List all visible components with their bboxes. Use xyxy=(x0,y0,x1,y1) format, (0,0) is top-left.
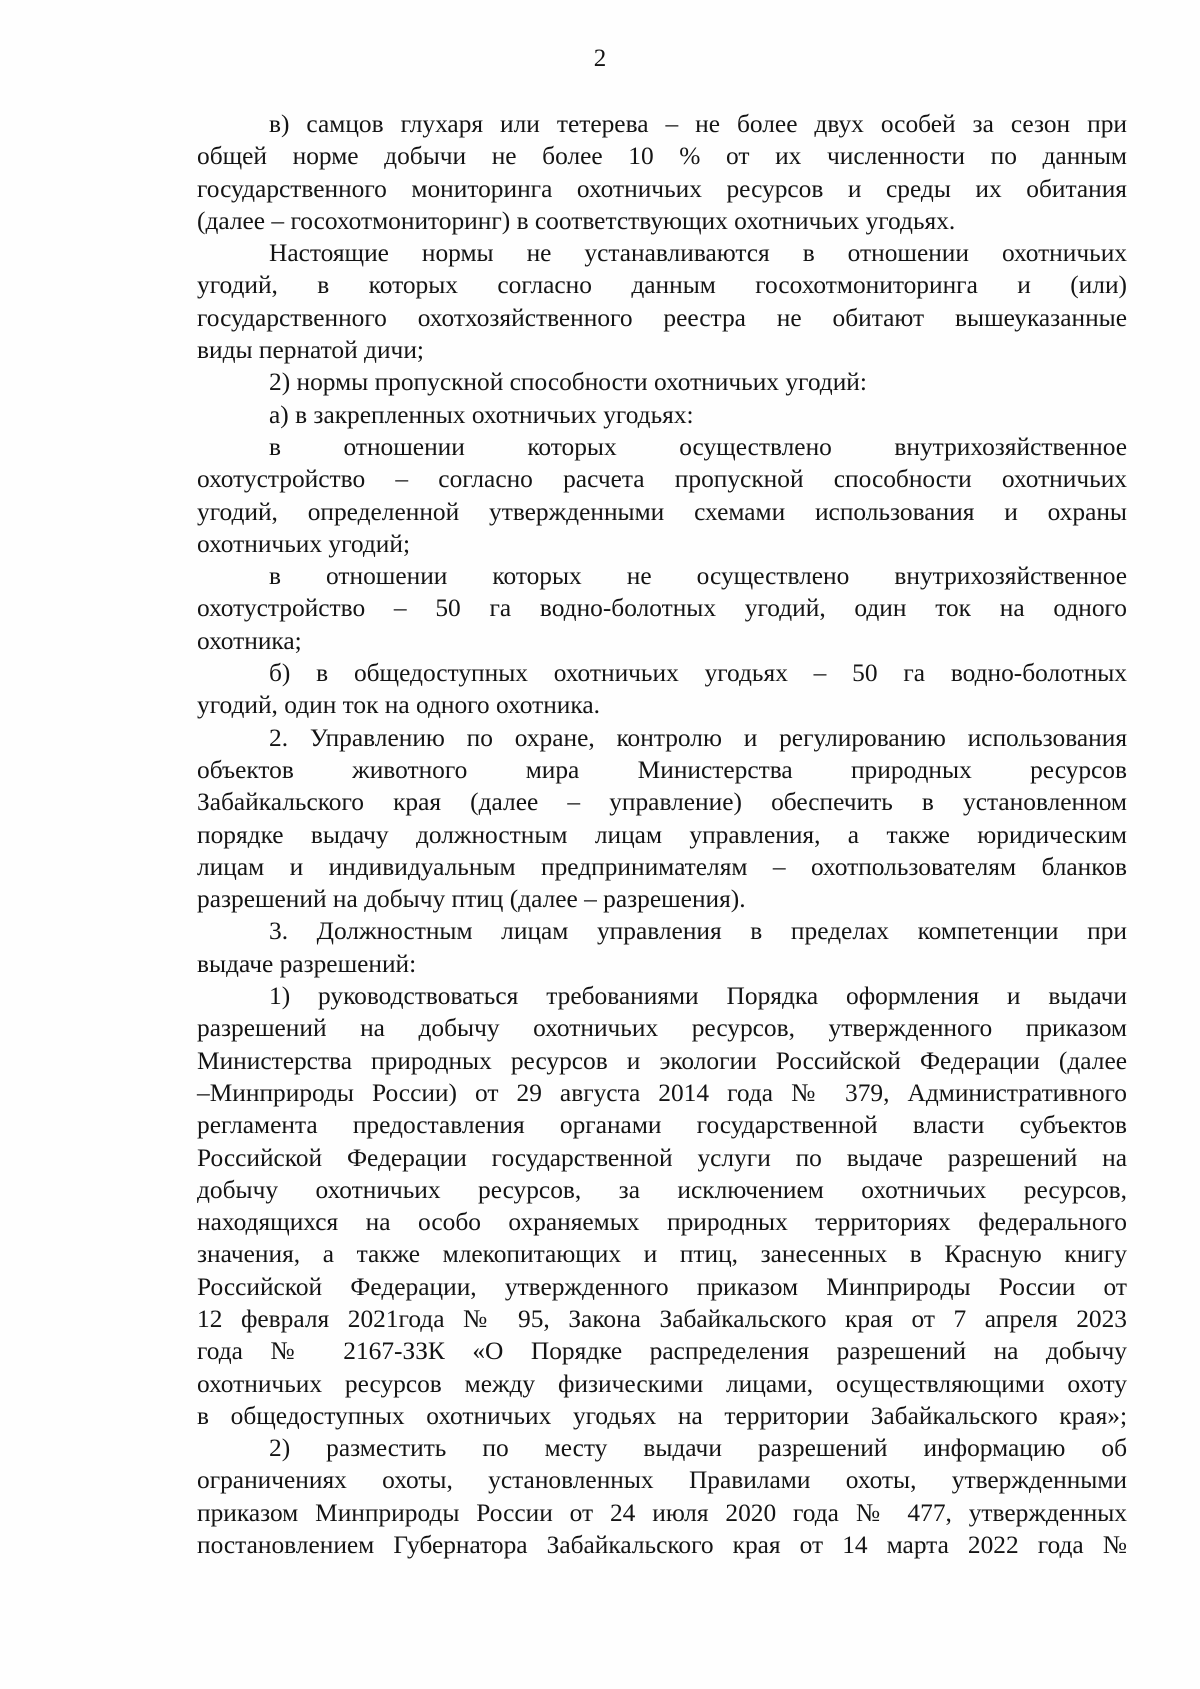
text-line: разрешений на добычу охотничьих ресурсов, утвержденного приказом xyxy=(197,1014,1127,1043)
text-line: значения, а также млекопитающих и птиц, занесенных в Красную книгу xyxy=(197,1240,1127,1269)
document-body xyxy=(197,108,1127,1561)
text-line: в) самцов глухаря или тетерева – не более двух особей за сезон при xyxy=(269,110,1127,138)
text-line: угодий, один ток на одного охотника. xyxy=(197,691,600,720)
text-line: угодий, в которых согласно данным госохотмониторинга и (или) xyxy=(197,271,1127,300)
text-line: –Минприроды России) от 29 августа 2014 года № 379, Административного xyxy=(197,1078,1127,1107)
text-line: регламента предоставления органами государственной власти субъектов xyxy=(197,1111,1127,1140)
text-line: Российской Федерации государственной услуги по выдаче разрешений на xyxy=(197,1143,1127,1172)
text-line: государственного мониторинга охотничьих ресурсов и среды их обитания xyxy=(197,174,1127,203)
text-line: а) в закрепленных охотничьих угодьях: xyxy=(269,400,694,429)
text-line: охотустройство – согласно расчета пропускной способности охотничьих xyxy=(197,465,1127,494)
text-line: в общедоступных охотничьих угодьях на территории Забайкальского края»; xyxy=(197,1401,1127,1430)
text-line: 2. Управлению по охране, контролю и регулированию использования xyxy=(269,723,1127,752)
text-line: Забайкальского края (далее – управление) обеспечить в установленном xyxy=(197,788,1127,817)
text-line: б) в общедоступных охотничьих угодьях – 50 га водно-болотных xyxy=(269,659,1127,688)
text-line: порядке выдачу должностным лицам управления, а также юридическим xyxy=(197,820,1127,849)
text-line: охотничьих ресурсов между физическими лицами, осуществляющими охоту xyxy=(197,1369,1127,1398)
text-line: 12 февраля 2021года № 95, Закона Забайкальского края от 7 апреля 2023 xyxy=(197,1304,1127,1333)
text-line: добычу охотничьих ресурсов, за исключением охотничьих ресурсов, xyxy=(197,1175,1127,1204)
text-line: общей норме добычи не более 10 % от их численности по данным xyxy=(197,142,1127,171)
page-number: 2 xyxy=(593,45,607,72)
text-line: выдаче разрешений: xyxy=(197,949,417,978)
text-line: Российской Федерации, утвержденного приказом Минприроды России от xyxy=(197,1272,1127,1301)
text-line: постановлением Губернатора Забайкальского края от 14 марта 2022 года № xyxy=(197,1531,1127,1560)
text-line: приказом Минприроды России от 24 июля 2020 года № 477, утвержденных xyxy=(197,1498,1127,1527)
text-line: 1) руководствоваться требованиями Порядка оформления и выдачи xyxy=(269,982,1127,1011)
text-line: государственного охотхозяйственного реестра не обитают вышеуказанные xyxy=(197,303,1127,332)
text-line: виды пернатой дичи; xyxy=(197,336,424,365)
text-line: объектов животного мира Министерства природных ресурсов xyxy=(197,755,1127,784)
text-line: охотничьих угодий; xyxy=(197,529,410,558)
text-line: охотустройство – 50 га водно-болотных угодий, один ток на одного xyxy=(197,594,1127,623)
text-line: (далее – госохотмониторинг) в соответствующих охотничьих угодьях. xyxy=(197,206,956,235)
text-line: охотника; xyxy=(197,626,302,655)
text-line: лицам и индивидуальным предпринимателям – охотпользователям бланков xyxy=(197,852,1127,881)
text-line: 2) нормы пропускной способности охотничьих угодий: xyxy=(269,368,867,397)
text-line: 2) разместить по месту выдачи разрешений информацию об xyxy=(269,1434,1127,1463)
text-line: находящихся на особо охраняемых природных территориях федерального xyxy=(197,1208,1127,1237)
text-line: в отношении которых не осуществлено внутрихозяйственное xyxy=(269,562,1127,591)
text-line: угодий, определенной утвержденными схемами использования и охраны xyxy=(197,497,1127,526)
text-line: в отношении которых осуществлено внутрихозяйственное xyxy=(269,432,1127,461)
text-line: ограничениях охоты, установленных Правилами охоты, утвержденными xyxy=(197,1466,1127,1495)
text-line: 3. Должностным лицам управления в пределах компетенции при xyxy=(269,917,1127,946)
text-line: Министерства природных ресурсов и экологии Российской Федерации (далее xyxy=(197,1046,1127,1075)
text-line: Настоящие нормы не устанавливаются в отношении охотничьих xyxy=(269,239,1127,268)
text-line: разрешений на добычу птиц (далее – разрешения). xyxy=(197,885,746,914)
text-line: года № 2167-ЗЗК «О Порядке распределения разрешений на добычу xyxy=(197,1337,1127,1366)
